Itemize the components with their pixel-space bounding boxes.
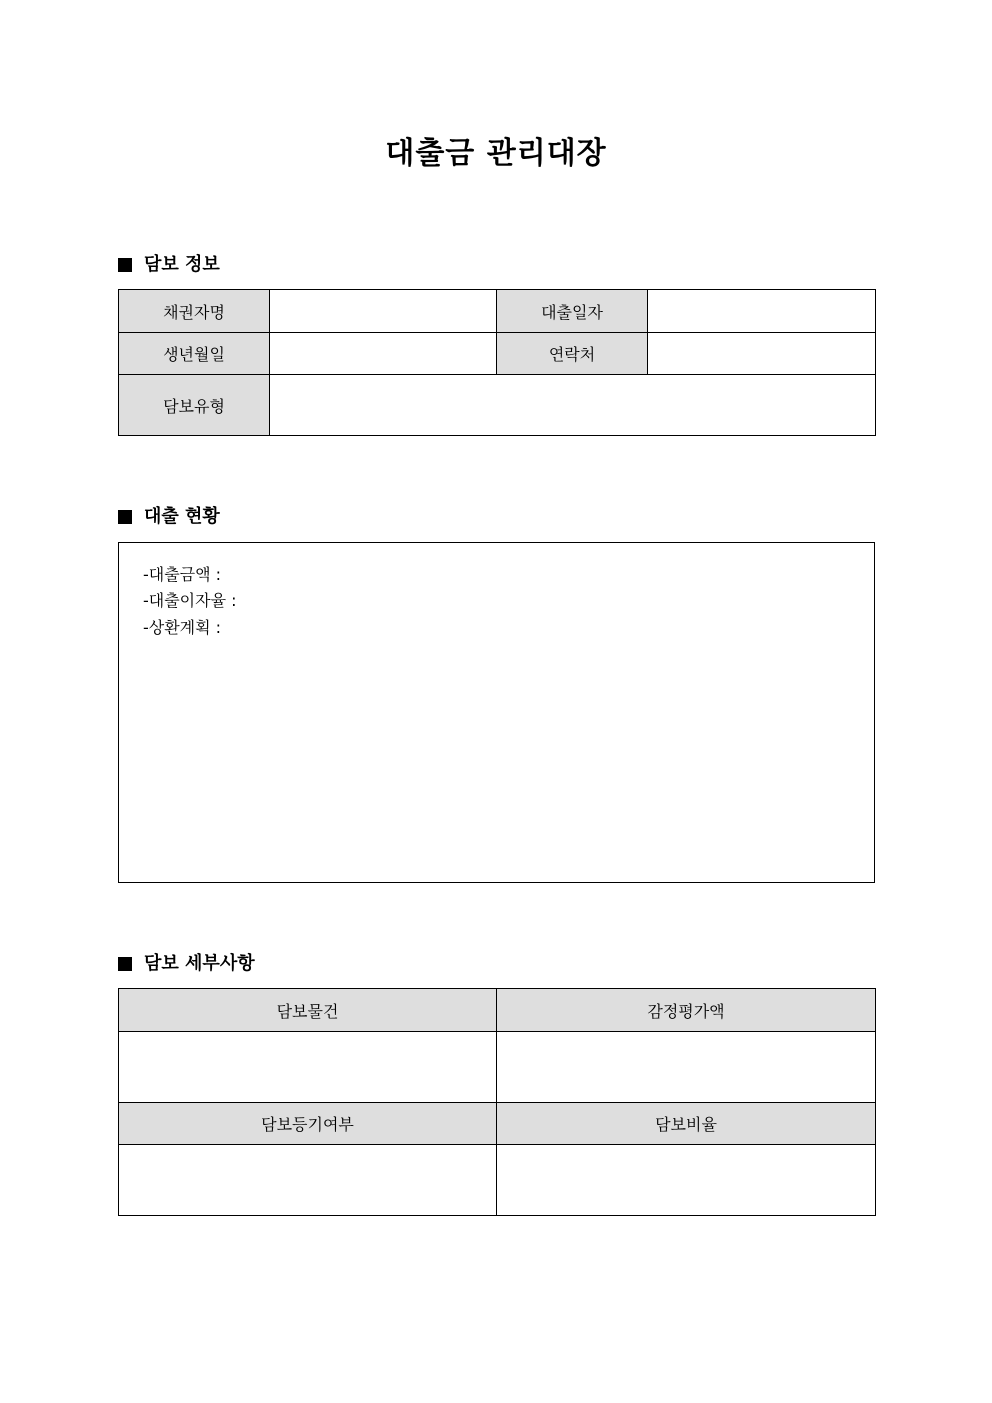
page-title: 대출금 관리대장 bbox=[385, 136, 607, 171]
ratio-label: 담보비율 bbox=[497, 1103, 876, 1145]
collateral-type-label: 담보유형 bbox=[119, 375, 270, 436]
table-row bbox=[119, 1032, 876, 1103]
section-heading-text: 담보 정보 bbox=[144, 254, 220, 275]
black-square-icon bbox=[118, 258, 132, 272]
table-row bbox=[119, 989, 876, 1032]
contact-field[interactable] bbox=[648, 333, 876, 375]
ratio-field[interactable] bbox=[497, 1145, 876, 1216]
birth-date-label: 생년월일 bbox=[119, 333, 270, 375]
appraisal-label: 감정평가액 bbox=[497, 989, 876, 1032]
section-heading-text: 담보 세부사항 bbox=[144, 953, 255, 974]
collateral-type-field[interactable] bbox=[270, 375, 876, 436]
creditor-field[interactable] bbox=[270, 290, 497, 333]
interest-rate-line: -대출이자율 : bbox=[143, 591, 237, 610]
collateral-info-table bbox=[118, 289, 876, 436]
collateral-item-label: 담보물건 bbox=[119, 989, 497, 1032]
table-row bbox=[119, 1145, 876, 1216]
creditor-label: 채권자명 bbox=[119, 290, 270, 333]
section-heading-loan-status bbox=[118, 504, 220, 530]
table-row bbox=[119, 333, 876, 375]
black-square-icon bbox=[118, 510, 132, 524]
loan-date-label: 대출일자 bbox=[497, 290, 648, 333]
collateral-details-table bbox=[118, 988, 876, 1216]
black-square-icon bbox=[118, 957, 132, 971]
section-heading-collateral-info bbox=[118, 252, 220, 278]
table-row bbox=[119, 1103, 876, 1145]
loan-status-box[interactable] bbox=[118, 542, 875, 883]
section-heading-collateral-details bbox=[118, 951, 255, 977]
birth-date-field[interactable] bbox=[270, 333, 497, 375]
contact-label: 연락처 bbox=[497, 333, 648, 375]
loan-date-field[interactable] bbox=[648, 290, 876, 333]
registration-label: 담보등기여부 bbox=[119, 1103, 497, 1145]
collateral-item-field[interactable] bbox=[119, 1032, 497, 1103]
table-row bbox=[119, 290, 876, 333]
loan-amount-line: -대출금액 : bbox=[143, 565, 222, 584]
repayment-plan-line: -상환계획 : bbox=[143, 618, 222, 637]
table-row bbox=[119, 375, 876, 436]
section-heading-text: 대출 현황 bbox=[144, 506, 220, 527]
registration-field[interactable] bbox=[119, 1145, 497, 1216]
appraisal-field[interactable] bbox=[497, 1032, 876, 1103]
